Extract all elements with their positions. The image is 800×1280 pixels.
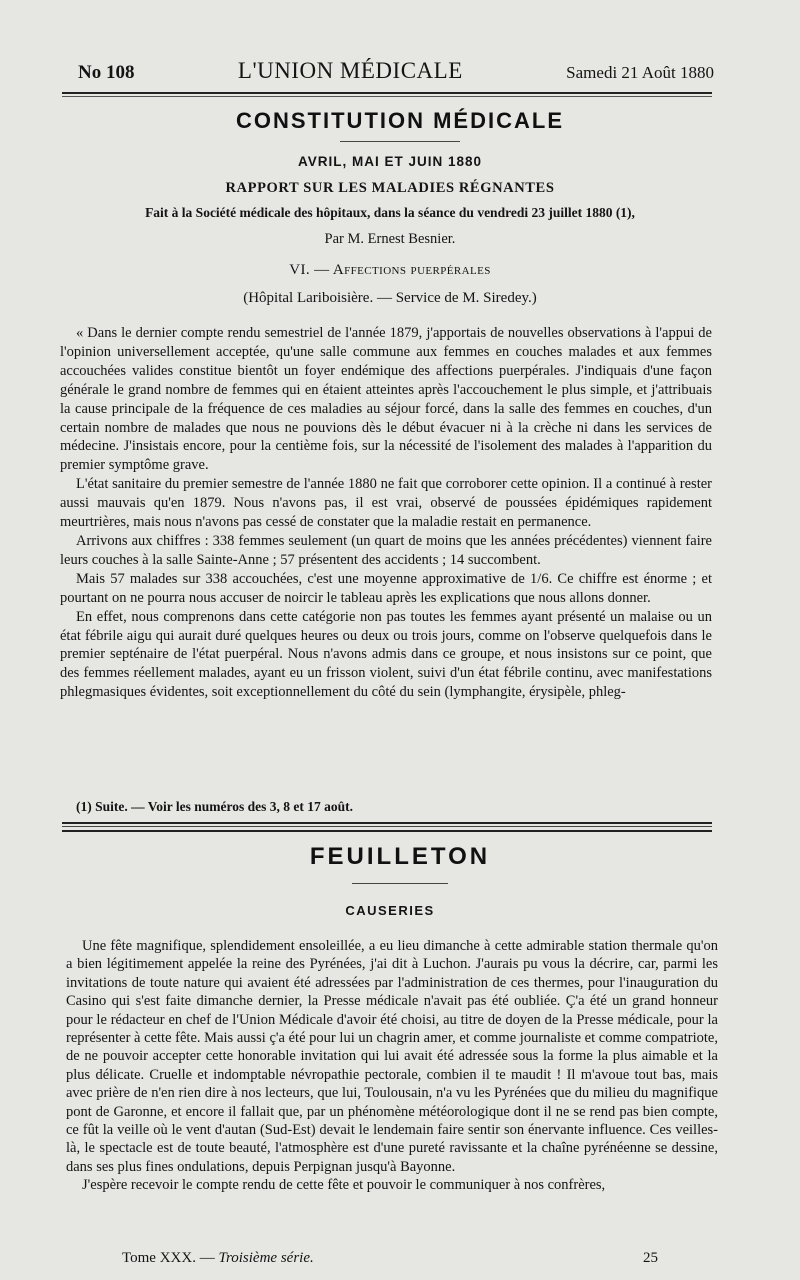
feuilleton-subtitle: CAUSERIES	[345, 903, 435, 918]
journal-title: L'UNION MÉDICALE	[237, 58, 463, 83]
header-rule-thin	[62, 96, 712, 97]
report-context: Fait à la Société médicale des hôpitaux, dans la séance du vendredi 23 juillet 1880 (1),	[145, 205, 635, 220]
feuilleton-rule-bottom	[62, 830, 712, 832]
feuilleton-paragraph: Une fête magnifique, splendidement ensoleillée, a eu lieu dimanche à cette admirable station thermale qu'on a bien légitimement appelée la reine des Pyrénées, j'ai dit à Luchon. J'aurais pu vous la décrire, car, parmi les invitations de toute nature qui avaient été adressées par l'administration de ces thermes, pour l'inauguration du Casino qui s'est faite dimanche dernier, la Presse médicale n'avait pas été oubliée. Ç'a été un grand honneur pour le rédacteur en chef de l'Union Médicale d'avoir été choisi, au titre de doyen de la Presse médicale, pour la représenter à cette fête. Mais aussi ç'a été pour lui un chagrin amer, et comme journaliste et comme compatriote, de ne pouvoir accepter cette honorable invitation qui lui avait été adressée sous la forme la plus aimable et la plus délicate. Cruelle et indomptable névropathie pectorale, combien il te maudit ! Il m'avoue tout bas, mais avec prière de n'en rien dire à nos lecteurs, que lui, Toulousain, n'a vu les Pyrénées que du milieu du magnifique pont de Garonne, et encore il fallait que, par un phénomène météorologique dont il ne se rend pas bien compte, ce fût la veille où le vent d'autan (Sud-Est) devait le lendemain faire sentir son énervante influence. Ces veilles-là, le spectacle est de toute beauté, l'atmosphère est d'une pureté ravissante et la chaîne pyrénéenne se dessine, dans ses plus fines ondulations, depuis Perpignan jusqu'à Bayonne.	[66, 938, 718, 1175]
article-paragraph: En effet, nous comprenons dans cette catégorie non pas toutes les femmes ayant présenté un malaise ou un état fébrile aigu qui aurait duré quelques heures ou deux ou trois jours, comme on l'observe quelquefois dans le premier septénaire de l'état puerpéral. Nous n'avons admis dans ce groupe, et nous insistons sur ce point, que des femmes réellement malades, ayant eu un frisson violent, suivi d'un état fébrile continu, avec manifestations phlegmasiques évidentes, soit exceptionnellement du côté du sein (lymphangite, érysipèle, phleg-	[60, 608, 712, 701]
chapter-heading: VI. — Affections puerpérales	[289, 262, 491, 278]
header-rule	[62, 92, 712, 94]
feuilleton-rule	[62, 822, 712, 824]
issue-date: Samedi 21 Août 1880	[566, 63, 714, 82]
article-paragraph: Mais 57 malades sur 338 accouchées, c'est une moyenne approximative de 1/6. Ce chiffre est énorme ; et pourtant on ne pourra nous accuser de noircir le tableau après les explications que nous allons donner.	[60, 570, 712, 606]
service-line: (Hôpital Lariboisière. — Service de M. Siredey.)	[243, 290, 537, 306]
article-paragraph: Arrivons aux chiffres : 338 femmes seulement (un quart de moins que les années précédentes) viennent faire leurs couches à la salle Sainte-Anne ; 57 présentent des accidents ; 14 succombent.	[60, 532, 712, 568]
page-number: 25	[643, 1250, 658, 1266]
page-header	[78, 58, 714, 88]
volume-info	[122, 1250, 314, 1267]
section-subtitle: AVRIL, MAI ET JUIN 1880	[297, 154, 483, 169]
feuilleton-divider	[352, 883, 448, 884]
series-label: Troisième série.	[218, 1250, 314, 1266]
volume-label: Tome XXX. —	[122, 1250, 215, 1266]
article-body	[60, 324, 712, 702]
section-title: CONSTITUTION MÉDICALE	[236, 108, 564, 133]
footnote: (1) Suite. — Voir les numéros des 3, 8 et 17 août.	[76, 799, 354, 814]
feuilleton-paragraph: J'espère recevoir le compte rendu de cette fête et pouvoir le communiquer à nos confrères,	[82, 1177, 606, 1194]
author-line: Par M. Ernest Besnier.	[324, 231, 456, 247]
article-paragraph: « Dans le dernier compte rendu semestriel de l'année 1879, j'apportais de nouvelles observations à l'appui de l'opinion universellement acceptée, qu'une salle commune aux femmes en couches malades et aux femmes accouchées valides constitue bientôt un foyer endémique des affections puerpérales. J'indiquais d'une façon générale le grand nombre de femmes qui en étaient atteintes après l'accouchement le plus simple, et j'attribuais la cause principale de la fréquence de ces maladies au séjour forcé, dans la salle des femmes en couches, d'un certain nombre de malades que nous ne pouvions dès le début évacuer ni à la crèche ni dans les services de médecine. J'insistais encore, pour la centième fois, sur la nécessité de l'isolement des malades à l'apparition du premier symptôme grave.	[60, 325, 712, 474]
feuilleton-body	[66, 937, 718, 1195]
feuilleton-title: FEUILLETON	[309, 843, 491, 870]
title-divider	[340, 141, 460, 142]
page-footer	[122, 1250, 658, 1267]
report-title: RAPPORT SUR LES MALADIES RÉGNANTES	[225, 180, 555, 196]
issue-number: No 108	[78, 62, 135, 83]
article-paragraph: L'état sanitaire du premier semestre de l'année 1880 ne fait que corroborer cette opinion. Il a continué à rester aussi mauvais qu'en 1879. Nous n'avons pas, il est vrai, observé de poussées épidémiques rapidement meurtrières, mais nous n'avons pas cessé de constater que la maladie restait en permanence.	[60, 476, 712, 531]
feuilleton-rule-thin	[62, 826, 712, 827]
